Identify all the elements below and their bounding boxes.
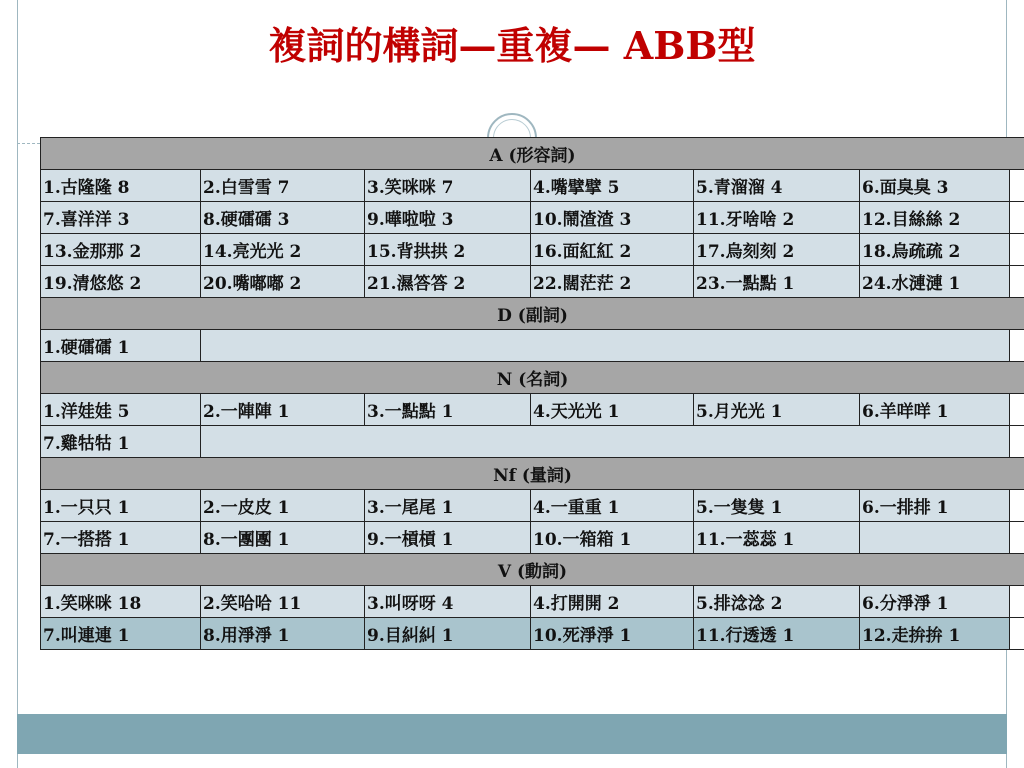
table-row xyxy=(41,618,1024,650)
section-header-row xyxy=(41,298,1024,330)
table-edge-cell xyxy=(1010,586,1024,618)
table-cell: 7.叫連連 1 xyxy=(41,618,201,650)
table-cell: 11.牙啥啥 2 xyxy=(694,202,860,234)
table-cell: 3.一尾尾 1 xyxy=(365,490,531,522)
table-edge-cell xyxy=(1010,618,1024,650)
table-edge-cell xyxy=(1010,522,1024,554)
section-header-row xyxy=(41,138,1024,170)
table-row xyxy=(41,202,1024,234)
table-cell: 3.笑咪咪 7 xyxy=(365,170,531,202)
table-cell: 1.一只只 1 xyxy=(41,490,201,522)
table-edge-cell xyxy=(1010,394,1024,426)
table-cell: 8.用淨淨 1 xyxy=(201,618,365,650)
table-cell: 17.烏刻刻 2 xyxy=(694,234,860,266)
table-cell: 8.一團團 1 xyxy=(201,522,365,554)
table-cell: 18.烏疏疏 2 xyxy=(860,234,1010,266)
table-cell: 10.死淨淨 1 xyxy=(531,618,694,650)
table-row xyxy=(41,490,1024,522)
table-cell: 14.亮光光 2 xyxy=(201,234,365,266)
section-header-n: N (名詞) xyxy=(41,362,1024,394)
section-header-row xyxy=(41,554,1024,586)
abb-word-table xyxy=(40,137,1024,650)
section-header-a: A (形容詞) xyxy=(41,138,1024,170)
bottom-accent-band xyxy=(17,714,1007,754)
table-cell: 2.白雪雪 7 xyxy=(201,170,365,202)
table-cell: 24.水漣漣 1 xyxy=(860,266,1010,298)
table-cell: 6.分淨淨 1 xyxy=(860,586,1010,618)
table-cell: 9.嘩啦啦 3 xyxy=(365,202,531,234)
table-cell: 5.一隻隻 1 xyxy=(694,490,860,522)
table-edge-cell xyxy=(1010,490,1024,522)
section-header-row xyxy=(41,458,1024,490)
empty-cell xyxy=(201,426,1010,458)
table-row xyxy=(41,522,1024,554)
table-cell: 15.背拱拱 2 xyxy=(365,234,531,266)
table-edge-cell xyxy=(1010,170,1024,202)
table-cell: 1.硬礌礌 1 xyxy=(41,330,201,362)
table-row xyxy=(41,426,1024,458)
table-cell: 6.一排排 1 xyxy=(860,490,1010,522)
table-cell: 1.古隆隆 8 xyxy=(41,170,201,202)
table-edge-cell xyxy=(1010,426,1024,458)
table-cell: 23.一點點 1 xyxy=(694,266,860,298)
table-cell: 10.一箱箱 1 xyxy=(531,522,694,554)
table-cell: 7.喜洋洋 3 xyxy=(41,202,201,234)
table-cell: 7.雞牯牯 1 xyxy=(41,426,201,458)
table-cell: 4.天光光 1 xyxy=(531,394,694,426)
table-edge-cell xyxy=(1010,330,1024,362)
table-cell: 13.金那那 2 xyxy=(41,234,201,266)
table-row xyxy=(41,266,1024,298)
section-header-nf: Nf (量詞) xyxy=(41,458,1024,490)
table-cell: 1.笑咪咪 18 xyxy=(41,586,201,618)
table-cell: 12.走拚拚 1 xyxy=(860,618,1010,650)
table-cell: 12.目絲絲 2 xyxy=(860,202,1010,234)
empty-cell xyxy=(201,330,1010,362)
table-cell: 2.一皮皮 1 xyxy=(201,490,365,522)
table-row xyxy=(41,394,1024,426)
table-cell: 20.嘴嘟嘟 2 xyxy=(201,266,365,298)
section-header-v: V (動詞) xyxy=(41,554,1024,586)
table-cell: 2.笑哈哈 11 xyxy=(201,586,365,618)
table-cell: 9.一槓槓 1 xyxy=(365,522,531,554)
table-cell: 5.排淰淰 2 xyxy=(694,586,860,618)
table-cell: 3.一點點 1 xyxy=(365,394,531,426)
table-edge-cell xyxy=(1010,234,1024,266)
table-cell: 1.洋娃娃 5 xyxy=(41,394,201,426)
table-edge-cell xyxy=(1010,266,1024,298)
section-header-d: D (副詞) xyxy=(41,298,1024,330)
table-cell: 6.面臭臭 3 xyxy=(860,170,1010,202)
table-cell xyxy=(860,522,1010,554)
table-cell: 11.行透透 1 xyxy=(694,618,860,650)
table-cell: 4.一重重 1 xyxy=(531,490,694,522)
table-cell: 9.目糾糾 1 xyxy=(365,618,531,650)
table-cell: 3.叫呀呀 4 xyxy=(365,586,531,618)
slide-title: 複詞的構詞—重複— ABB型 xyxy=(268,23,756,68)
table-cell: 10.鬧渣渣 3 xyxy=(531,202,694,234)
table-cell: 2.一陣陣 1 xyxy=(201,394,365,426)
section-header-row xyxy=(41,362,1024,394)
table-cell: 4.打開開 2 xyxy=(531,586,694,618)
table-cell: 19.清悠悠 2 xyxy=(41,266,201,298)
table-row xyxy=(41,330,1024,362)
table-cell: 5.月光光 1 xyxy=(694,394,860,426)
table-cell: 6.羊咩咩 1 xyxy=(860,394,1010,426)
table-cell: 8.硬礌礌 3 xyxy=(201,202,365,234)
table-cell: 4.嘴擘擘 5 xyxy=(531,170,694,202)
table-row xyxy=(41,234,1024,266)
table-cell: 16.面紅紅 2 xyxy=(531,234,694,266)
table-row xyxy=(41,586,1024,618)
table-edge-cell xyxy=(1010,202,1024,234)
table-cell: 7.一搭搭 1 xyxy=(41,522,201,554)
table-cell: 5.青溜溜 4 xyxy=(694,170,860,202)
table-cell: 11.一蕊蕊 1 xyxy=(694,522,860,554)
table-cell: 22.闊茫茫 2 xyxy=(531,266,694,298)
table-row xyxy=(41,170,1024,202)
table-cell: 21.濕答答 2 xyxy=(365,266,531,298)
